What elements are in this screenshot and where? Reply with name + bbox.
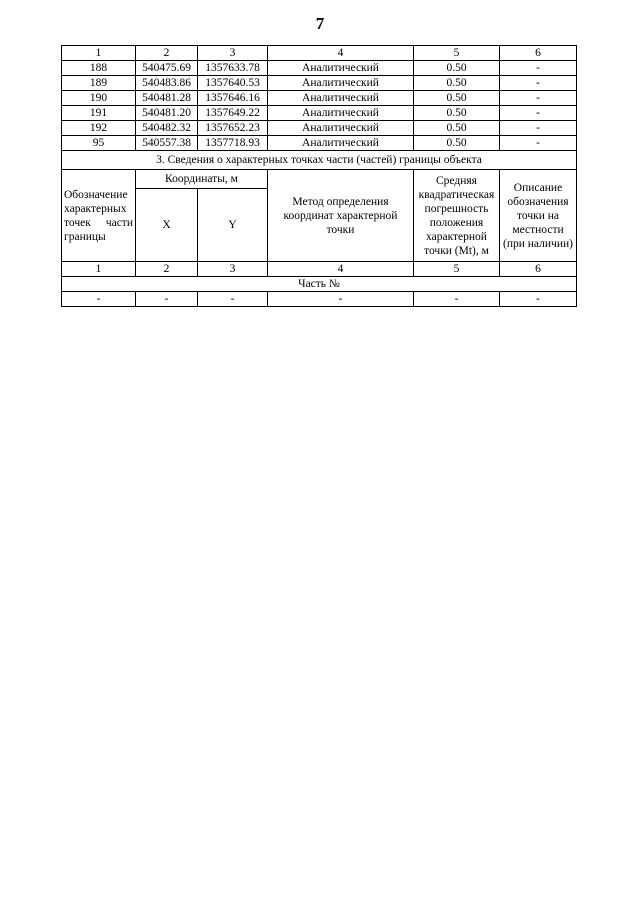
method-cell: Аналитический [268,121,414,136]
boundary-points-table [61,45,577,307]
col-number: 6 [500,262,577,277]
method-cell: Аналитический [268,136,414,151]
empty-cell: - [414,292,500,307]
error-cell: 0.50 [414,61,500,76]
col-number: 2 [136,262,198,277]
y-cell: 1357652.23 [198,121,268,136]
y-cell: 1357718.93 [198,136,268,151]
empty-cell: - [62,292,136,307]
x-cell: 540481.28 [136,91,198,106]
method-cell: Аналитический [268,106,414,121]
page-number: 7 [315,14,325,33]
point-id-cell: 95 [62,136,136,151]
error-cell: 0.50 [414,106,500,121]
section-title: 3. Сведения о характерных точках части (частей) границы объекта [62,151,577,170]
col-number: 3 [198,262,268,277]
y-cell: 1357649.22 [198,106,268,121]
description-cell: - [500,106,577,121]
table-row [62,91,577,106]
description-header: Описание обозначения точки на местности (при наличии) [500,170,577,262]
column-numbers-row [62,46,577,61]
point-id-cell: 189 [62,76,136,91]
table-row [62,106,577,121]
description-cell: - [500,61,577,76]
point-id-cell: 191 [62,106,136,121]
x-header: X [136,189,198,262]
description-cell: - [500,136,577,151]
col-number: 4 [268,46,414,61]
y-header: Y [198,189,268,262]
point-id-cell: 188 [62,61,136,76]
x-cell: 540483.86 [136,76,198,91]
error-cell: 0.50 [414,76,500,91]
col-number: 1 [62,46,136,61]
col-number: 5 [414,46,500,61]
table-row [62,292,577,307]
x-cell: 540475.69 [136,61,198,76]
table-row [62,76,577,91]
point-id-cell: 190 [62,91,136,106]
section-header-row [62,170,577,189]
x-cell: 540557.38 [136,136,198,151]
description-cell: - [500,121,577,136]
method-cell: Аналитический [268,91,414,106]
empty-cell: - [136,292,198,307]
table-row [62,61,577,76]
column-numbers-row [62,262,577,277]
empty-cell: - [198,292,268,307]
empty-cell: - [500,292,577,307]
col-number: 6 [500,46,577,61]
coordinates-header: Координаты, м [136,170,268,189]
x-cell: 540482.32 [136,121,198,136]
table-row [62,121,577,136]
y-cell: 1357633.78 [198,61,268,76]
description-cell: - [500,91,577,106]
section-title-row [62,151,577,170]
method-cell: Аналитический [268,76,414,91]
description-cell: - [500,76,577,91]
part-label: Часть № [62,277,577,292]
col-number: 4 [268,262,414,277]
error-cell: 0.50 [414,136,500,151]
error-cell: 0.50 [414,121,500,136]
part-label-row [62,277,577,292]
col-number: 1 [62,262,136,277]
y-cell: 1357646.16 [198,91,268,106]
point-id-cell: 192 [62,121,136,136]
empty-cell: - [268,292,414,307]
y-cell: 1357640.53 [198,76,268,91]
col-number: 2 [136,46,198,61]
method-header: Метод определения координат характерной точки [268,170,414,262]
error-cell: 0.50 [414,91,500,106]
point-designation-header: Обозначение характерных точек части границы [62,170,136,262]
table-row [62,136,577,151]
col-number: 3 [198,46,268,61]
method-cell: Аналитический [268,61,414,76]
x-cell: 540481.20 [136,106,198,121]
col-number: 5 [414,262,500,277]
error-header: Средняя квадратическая погрешность положения характерной точки (Mt), м [414,170,500,262]
